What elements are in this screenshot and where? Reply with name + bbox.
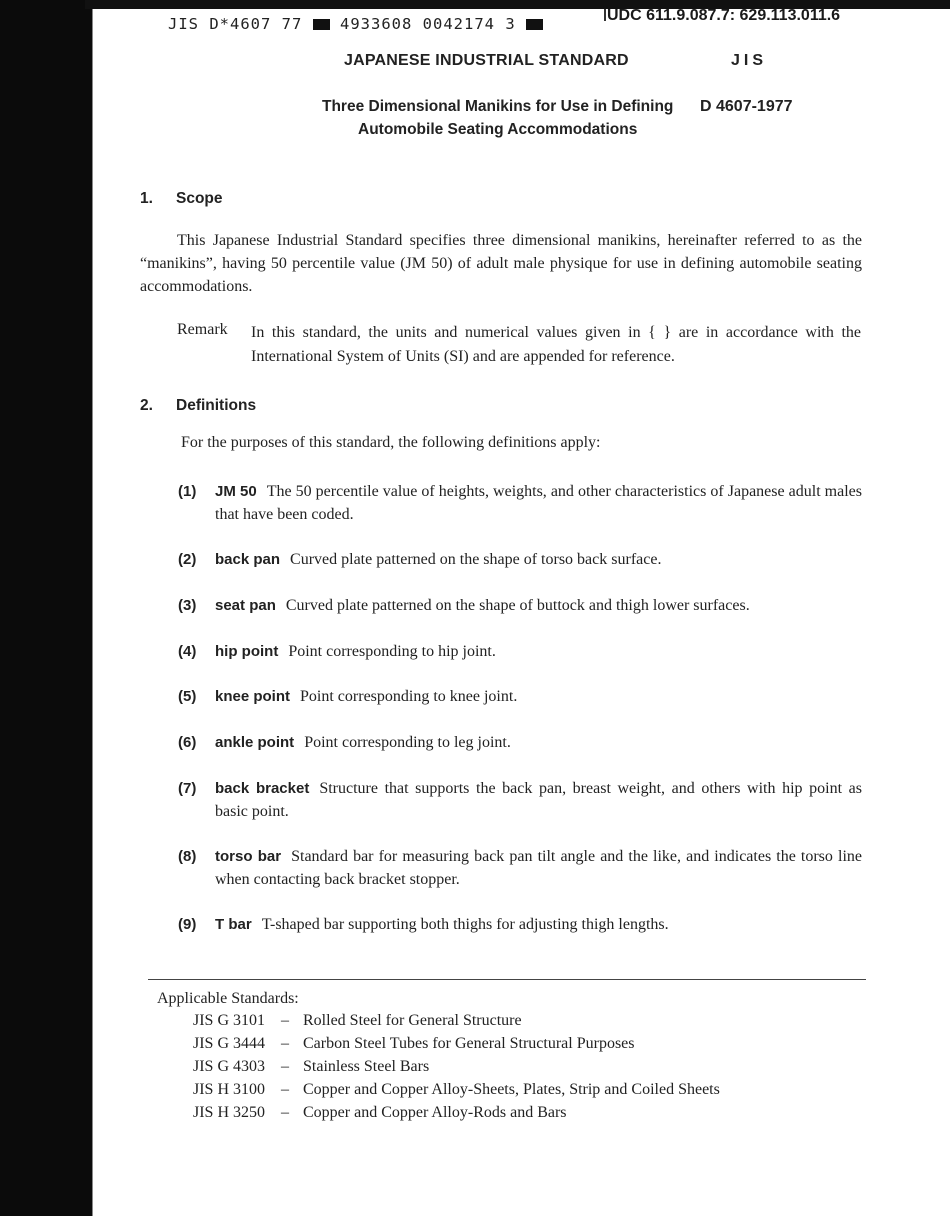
catalog-code-part2: 4933608 0042174 3	[340, 15, 516, 33]
definition-text: Standard bar for measuring back pan tilt angle and the like, and indicates the torso line when contacting back bracket stopper.	[215, 848, 862, 888]
definition-text: Point corresponding to hip joint.	[288, 643, 496, 660]
definition-item	[178, 594, 862, 617]
doc-title-line2: Automobile Seating Accommodations	[358, 121, 638, 138]
standard-code: JIS H 3100	[193, 1081, 266, 1098]
applicable-standard-row	[193, 1081, 720, 1099]
definition-item	[178, 685, 862, 708]
definition-number: (4)	[178, 643, 197, 660]
remark-text: In this standard, the units and numerical values given in { } are in accordance with the International System of Units (SI) and are appended for reference.	[251, 324, 861, 365]
catalog-code-part1: JIS D*4607 77	[168, 15, 303, 33]
standard-dash: –	[281, 1104, 289, 1121]
standard-dash: –	[281, 1058, 289, 1075]
standard-code: JIS G 4303	[193, 1058, 266, 1075]
standard-title: JAPANESE INDUSTRIAL STANDARD	[344, 52, 629, 69]
page-edge	[92, 9, 93, 1216]
standard-code: JIS G 3101	[193, 1012, 266, 1029]
udc-divider	[604, 9, 606, 21]
definition-number: (1)	[178, 483, 197, 500]
definition-text: Structure that supports the back pan, breast weight, and others with hip point as basic point.	[215, 780, 862, 820]
definition-term: back bracket	[215, 780, 310, 797]
applicable-standards-title: Applicable Standards:	[157, 990, 299, 1007]
definition-text: Point corresponding to leg joint.	[304, 734, 511, 751]
definition-text: Curved plate patterned on the shape of torso back surface.	[290, 551, 662, 568]
standard-title: Rolled Steel for General Structure	[303, 1012, 522, 1029]
definition-number: (3)	[178, 597, 197, 614]
definition-number: (9)	[178, 916, 197, 933]
definition-text: Point corresponding to knee joint.	[300, 688, 518, 705]
section-number-definitions: 2.	[140, 397, 153, 414]
definition-item	[178, 480, 862, 526]
section-title-definitions: Definitions	[176, 397, 257, 414]
definition-number: (7)	[178, 780, 197, 797]
standard-title: Carbon Steel Tubes for General Structural Purposes	[303, 1035, 635, 1052]
doc-number: D 4607-1977	[700, 98, 793, 115]
redaction-block-icon	[313, 19, 330, 30]
definition-text: Curved plate patterned on the shape of buttock and thigh lower surfaces.	[285, 597, 750, 614]
standard-title: Copper and Copper Alloy-Rods and Bars	[303, 1104, 567, 1121]
standard-dash: –	[281, 1035, 289, 1052]
standard-dash: –	[281, 1012, 289, 1029]
definition-number: (6)	[178, 734, 197, 751]
standard-title: Stainless Steel Bars	[303, 1058, 430, 1075]
definition-number: (2)	[178, 551, 197, 568]
definition-item	[178, 913, 862, 936]
definition-number: (8)	[178, 848, 197, 865]
section-title-scope: Scope	[176, 190, 223, 207]
definition-term: torso bar	[215, 848, 282, 865]
definition-text: T-shaped bar supporting both thighs for adjusting thigh lengths.	[261, 916, 669, 933]
definition-term: knee point	[215, 688, 291, 705]
definition-item	[178, 548, 862, 571]
definition-term: JM 50	[215, 483, 257, 500]
definition-item	[178, 731, 862, 754]
udc-number: UDC 611.9.087.7: 629.113.011.6	[607, 7, 841, 24]
definition-item	[178, 845, 862, 891]
applicable-standard-row	[193, 1058, 429, 1076]
definition-item	[178, 640, 862, 663]
definition-term: seat pan	[215, 597, 276, 614]
remark-label: Remark	[177, 321, 228, 338]
standard-code: JIS H 3250	[193, 1104, 266, 1121]
applicable-standard-row	[193, 1012, 522, 1030]
applicable-standard-row	[193, 1104, 567, 1122]
definition-term: T bar	[215, 916, 252, 933]
standard-dash: –	[281, 1081, 289, 1098]
section-number-scope: 1.	[140, 190, 153, 207]
catalog-code-line	[168, 15, 543, 33]
definition-number: (5)	[178, 688, 197, 705]
redaction-block-icon	[526, 19, 543, 30]
definition-term: hip point	[215, 643, 279, 660]
footnote-divider	[148, 979, 866, 980]
scan-border-left	[0, 0, 92, 1216]
definition-item	[178, 777, 862, 823]
definition-term: ankle point	[215, 734, 295, 751]
standard-code: JIS G 3444	[193, 1035, 266, 1052]
scope-paragraph: This Japanese Industrial Standard specifies three dimensional manikins, hereinafter referred to as the “manikins”, having 50 percentile value (JM 50) of adult male physique for use in defining automobile seating accommodations.	[140, 232, 862, 295]
applicable-standard-row	[193, 1035, 635, 1053]
definition-text: The 50 percentile value of heights, weights, and other characteristics of Japanese adult males that have been coded.	[215, 483, 862, 523]
doc-title-line1: Three Dimensional Manikins for Use in Defining	[322, 98, 674, 115]
standard-title: Copper and Copper Alloy-Sheets, Plates, Strip and Coiled Sheets	[303, 1081, 720, 1098]
definitions-intro: For the purposes of this standard, the following definitions apply:	[181, 434, 601, 451]
jis-mark: JIS	[731, 52, 768, 69]
definition-term: back pan	[215, 551, 281, 568]
